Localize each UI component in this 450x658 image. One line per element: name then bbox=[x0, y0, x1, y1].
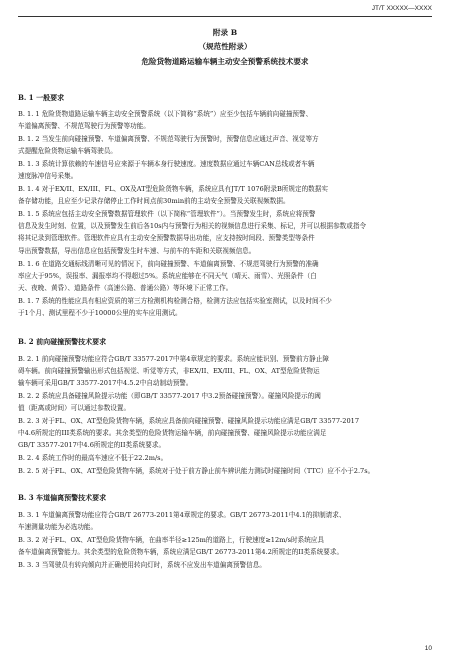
paragraph-line: B. 2. 1 前向碰撞预警功能应符合GB/T 33577-2017中第4章规定的要求。系统应能识别、预警前方静止障 bbox=[18, 355, 329, 363]
paragraph bbox=[18, 183, 432, 207]
paragraph bbox=[18, 415, 432, 452]
paragraph-line: 碍车辆。前向碰撞预警输出形式包括视觉、听觉等方式，非EX/II、EX/III、FL、OX、AT型危险货物运 bbox=[18, 367, 320, 376]
paragraph-line: 天、夜晚、黄昏）、道路条件（高速公路、普通公路）等环境下正常工作。 bbox=[18, 284, 233, 293]
paragraph-line: B. 1. 5 系统应包括主动安全预警数据管理软件（以下简称“管理软件”）。当预警发生时，系统应将预警 bbox=[18, 210, 316, 218]
header-rule bbox=[18, 16, 432, 17]
paragraph-line: B. 1. 2 当发生前向碰撞预警、车道偏离预警、不规范驾驶行为预警时，预警信息应通过声音、视觉等方 bbox=[18, 135, 319, 143]
paragraph-line: B. 2. 4 系统工作时的最高车速应不低于22.2m/s。 bbox=[18, 454, 168, 462]
paragraph-line: B. 3. 2 对于FL、OX、AT型危险货物车辆，在曲率半径≥125m的道路上，行驶速度≥12m/s时系统应具 bbox=[18, 536, 324, 544]
paragraph bbox=[18, 133, 432, 157]
paragraph bbox=[18, 559, 432, 571]
appendix-label: 附录 B bbox=[212, 28, 238, 37]
paragraph bbox=[18, 295, 432, 319]
paragraph-line: B. 3. 1 车道偏离预警功能应符合GB/T 26773-2011第4章规定的要求。GB/T 26773-2011中4.1的抑制请求、 bbox=[18, 511, 346, 519]
paragraph-line: B. 3. 3 当驾驶员有转向倾向并正确使用转向灯时，系统不应发出车道偏离预警信息。 bbox=[18, 561, 266, 569]
paragraph-line: 车速测量功能为必选功能。 bbox=[18, 523, 98, 532]
paragraph bbox=[18, 258, 432, 295]
paragraph-line: 输车辆可采用GB/T 33577-2017中4.5.2中自动制动预警。 bbox=[18, 379, 193, 388]
paragraph-line: B. 1. 7 系统的性能应具有相应资质的第三方检测机构检测合格，检测方法应包括实验室测试，以及时间不少 bbox=[18, 297, 332, 305]
section-heading: B. 3 车道偏离预警技术要求 bbox=[18, 493, 107, 502]
paragraph bbox=[18, 509, 432, 533]
section-heading: B. 2 前向碰撞预警技术要求 bbox=[18, 337, 107, 346]
paragraph-line: 值（距离或时间）可以通过参数设置。 bbox=[18, 404, 131, 413]
paragraph-line: 车道偏离预警、不规范驾驶行为预警等功能。 bbox=[18, 122, 150, 131]
paragraph bbox=[18, 208, 432, 257]
paragraph bbox=[18, 452, 432, 464]
paragraph-line: 将其记录到管理软件。管理软件应具有主动安全预警数据导出功能，应支持按时间段、预警类型等条件 bbox=[18, 234, 315, 243]
paragraph-line: B. 2. 5 对于FL、OX、AT型危险货物车辆，系统对于处于前方静止前车辨识能力测试时碰撞时间（TTC）应不小于2.7s。 bbox=[18, 467, 375, 475]
paragraph-line: 备存储功能，且应至少记录存储停止工作时间点前30min前的主动安全预警及关联视频数据。 bbox=[18, 197, 290, 206]
paragraph-line: 信息及发生时刻、位置，以及预警发生前后各10s内与预警行为相关的视频信息进行采集、标记，并可以根据参数或指令 bbox=[18, 222, 367, 231]
paragraph bbox=[18, 158, 432, 182]
paragraph-line: GB/T 33577-2017中4.6所规定的II类系统要求。 bbox=[18, 441, 166, 450]
paragraph bbox=[18, 353, 432, 390]
paragraph-line: B. 2. 3 对于FL、OX、AT型危险货物车辆，系统应具备前向碰撞预警、碰撞风险提示功能应满足GB/T 33577-2017 bbox=[18, 417, 360, 425]
paragraph-line: 率应大于95%，误报率、漏报率均不得超过5%。系统应能够在不同天气（晴天、雨雪）、光照条件（白 bbox=[18, 272, 317, 281]
paragraph-line: B. 1. 3 系统计算依赖的车速信号应来源于车辆本身行驶速度。速度数据应通过车辆CAN总线或者车辆 bbox=[18, 160, 315, 168]
paragraph bbox=[18, 465, 432, 477]
paragraph bbox=[18, 390, 432, 414]
paragraph-line: 备车道偏离预警能力。其余类型的危险货物车辆，系统应满足GB/T 26773-2011第4.2所规定的II类系统要求。 bbox=[18, 548, 344, 557]
paragraph bbox=[18, 108, 432, 132]
paragraph-line: 式提醒危险货物运输车辆驾驶员。 bbox=[18, 147, 117, 156]
appendix-title: 危险货物道路运输车辆主动安全预警系统技术要求 bbox=[141, 57, 309, 66]
paragraph-line: 速度脉冲信号采集。 bbox=[18, 172, 78, 181]
paragraph-line: B. 1. 4 对于EX/II、EX/III、FL、OX及AT型危险货物车辆，系统应具有JT/T 1076附录B所规定的数据实 bbox=[18, 185, 328, 193]
appendix-type: （规范性附录） bbox=[198, 42, 252, 51]
paragraph bbox=[18, 534, 432, 558]
paragraph-line: B. 2. 2 系统应具备碰撞风险提示功能（即GB/T 33577-2017 中3.2预备碰撞预警）。碰撞风险提示的阈 bbox=[18, 392, 321, 400]
paragraph-line: 于1个月、测试里程不少于10000公里的实车应用测试。 bbox=[18, 309, 182, 318]
paragraph-line: 导出预警数据，导出信息应包括预警发生时车速、与前车的车距和关联视频信息。 bbox=[18, 246, 256, 255]
section-heading: B. 1 一般要求 bbox=[18, 93, 65, 102]
paragraph-line: B. 1. 6 在道路交通标线清晰可见的情况下，前向碰撞预警、车道偏离预警、不规范驾驶行为预警的准确 bbox=[18, 260, 319, 268]
paragraph-line: B. 1. 1 危险货物道路运输车辆主动安全预警系统（以下简称“系统”）应至少包括车辆前向碰撞预警、 bbox=[18, 110, 313, 118]
paragraph-line: 中4.6所规定的III类系统的要求。其余类型的危险货物运输车辆，前向碰撞预警、碰撞风险提示功能应满足 bbox=[18, 429, 327, 438]
header-code: JT/T XXXXX—XXXX bbox=[371, 5, 432, 12]
page-number: 10 bbox=[424, 645, 432, 652]
